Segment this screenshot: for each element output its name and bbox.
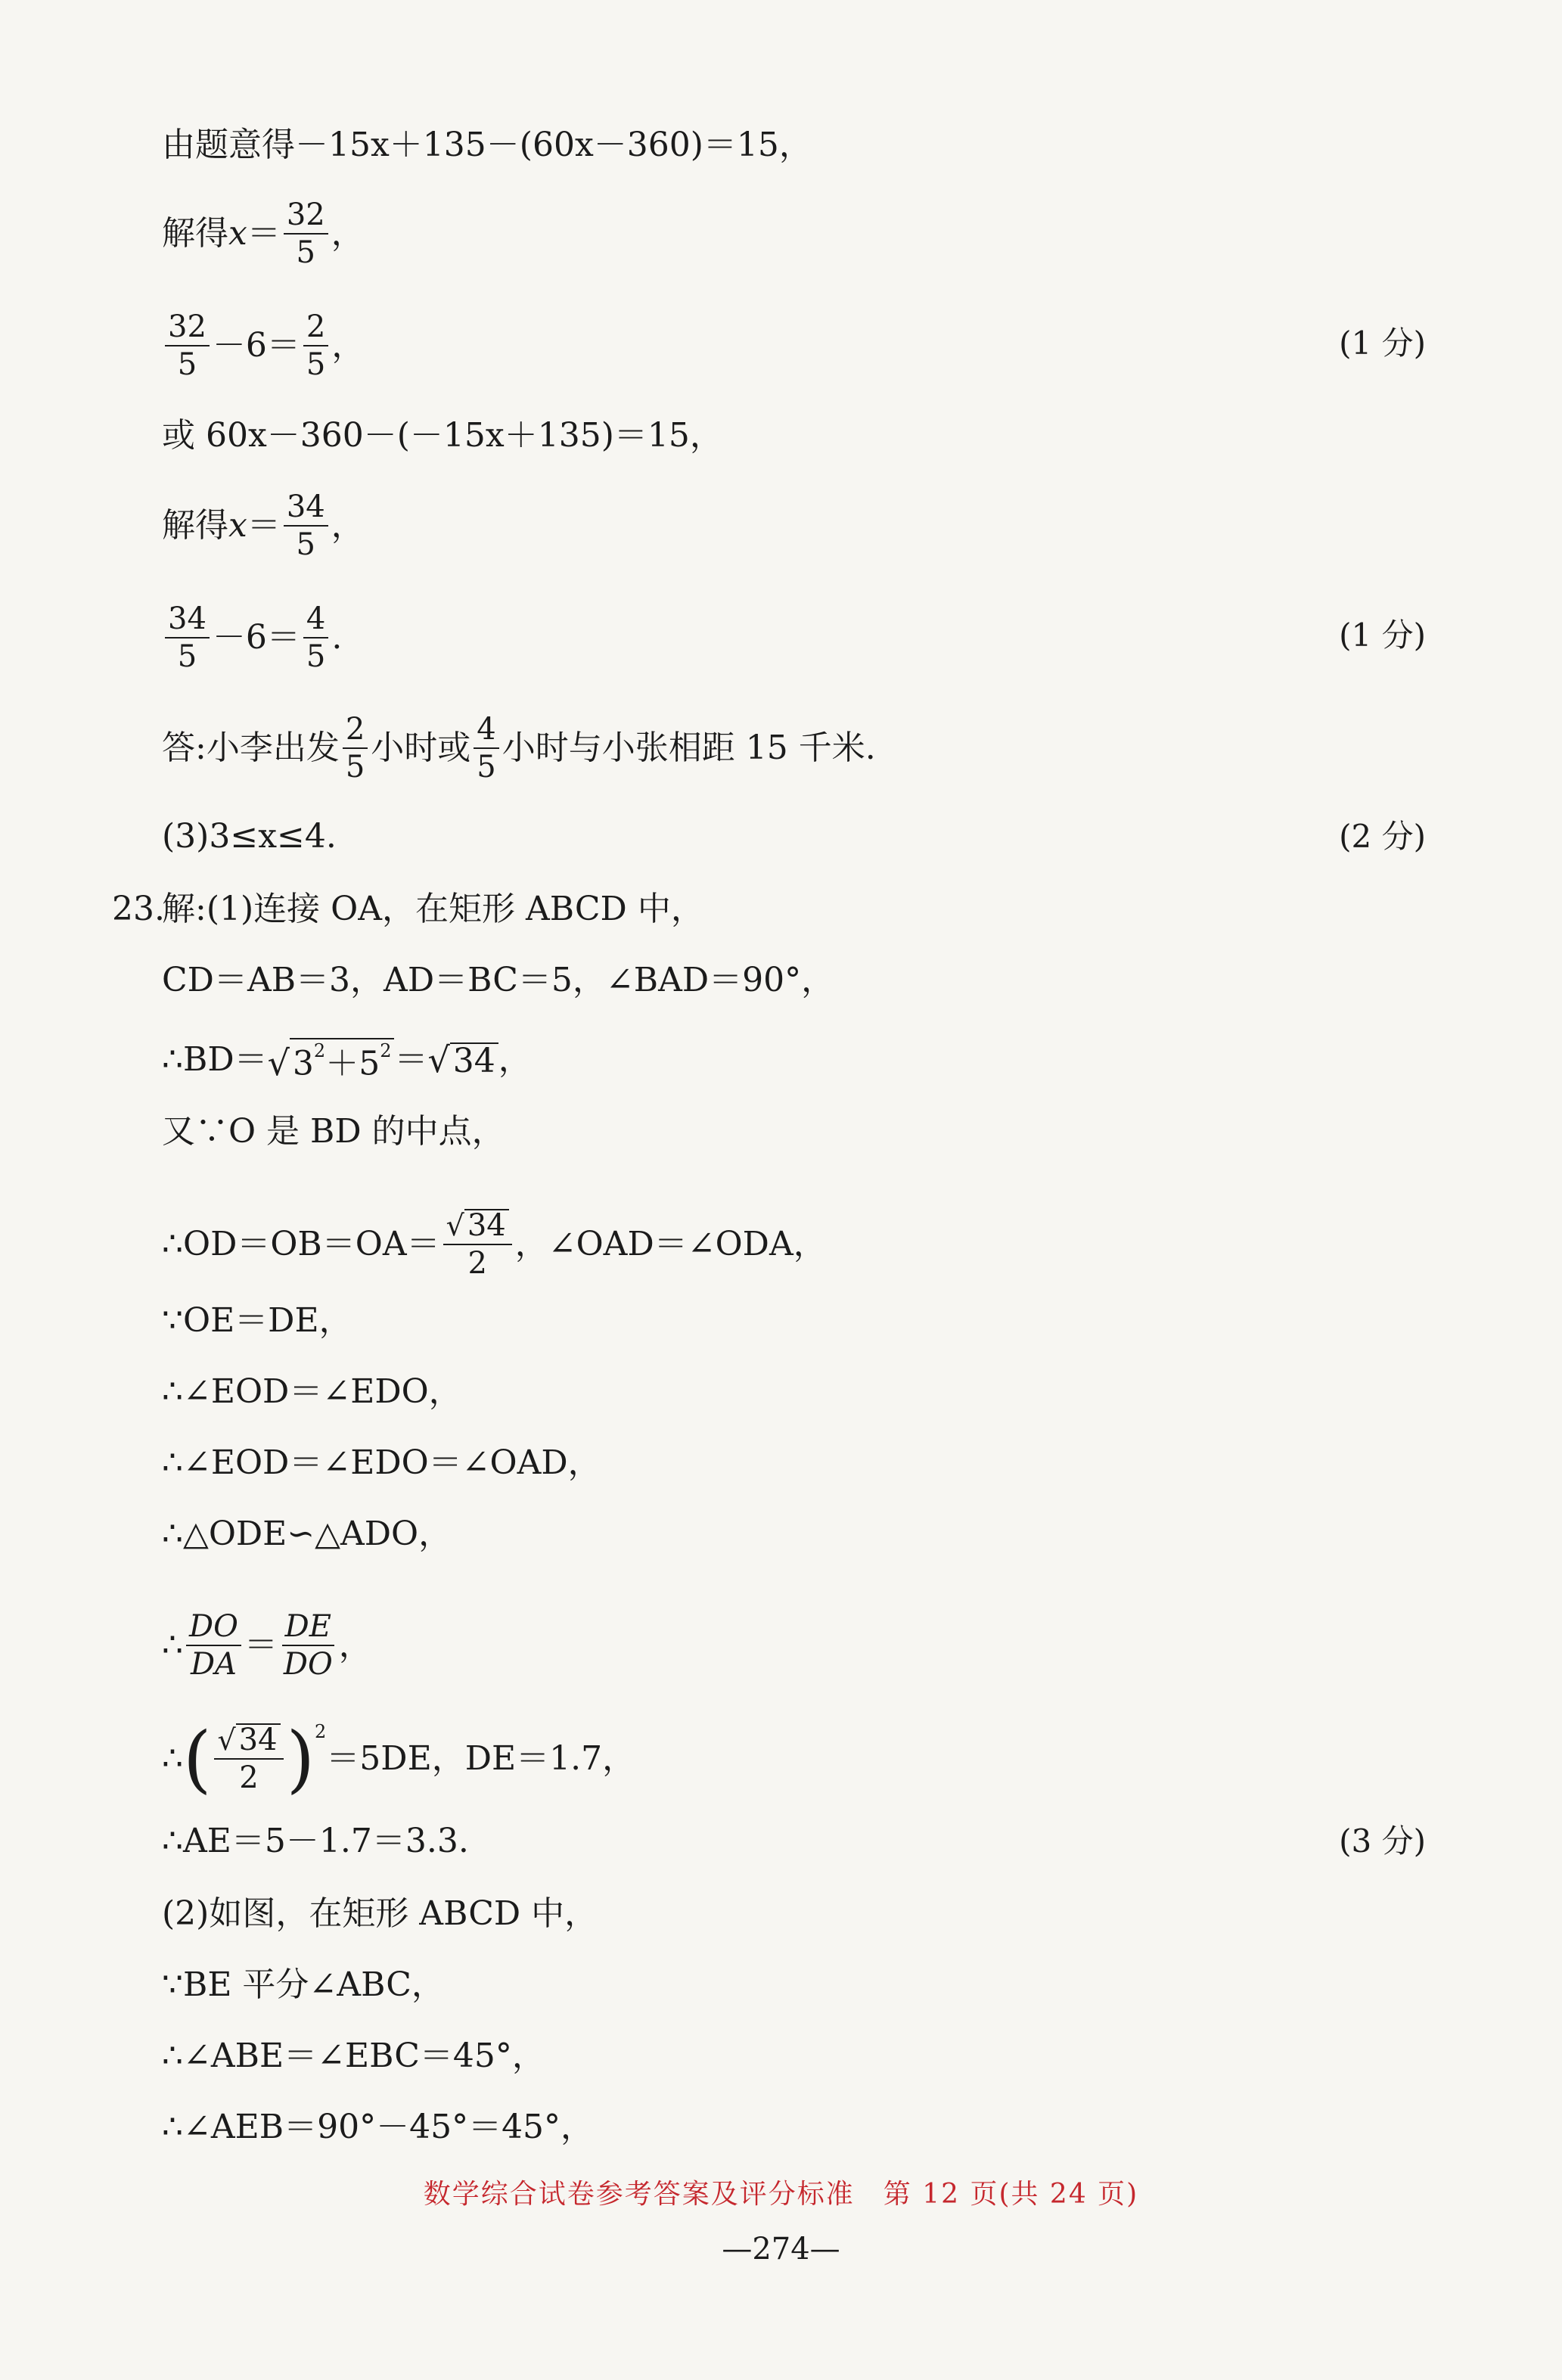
radicand: 34	[236, 1723, 281, 1755]
text: ＝5DE，DE＝1.7，	[326, 1739, 636, 1778]
q23-line-15: ∴∠ABE＝∠EBC＝45°，	[162, 2037, 545, 2075]
q23-line-8: ∴∠EOD＝∠EDO＝∠OAD，	[162, 1443, 601, 1482]
numerator: 32	[165, 309, 210, 346]
radicand: 34	[464, 1209, 509, 1241]
fraction	[343, 711, 368, 785]
numerator: 2	[343, 711, 368, 749]
part3-line: (3)3≤x≤4.	[162, 817, 337, 856]
q23-line-2: CD＝AB＝3，AD＝BC＝5，∠BAD＝90°，	[162, 961, 835, 999]
fraction	[303, 309, 328, 383]
text: －6＝	[212, 326, 300, 365]
equation-line-2: 或 60x－360－(－15x＋135)＝15，	[162, 416, 723, 455]
radical-sign: √	[427, 1039, 450, 1080]
calc-line-2	[162, 601, 342, 675]
fraction	[165, 601, 210, 675]
numerator: 34	[165, 601, 210, 638]
score-mark: (3 分)	[1339, 1822, 1426, 1860]
denominator: 2	[239, 1760, 259, 1795]
q23-line-7: ∴∠EOD＝∠EDO，	[162, 1372, 462, 1411]
fraction	[281, 1608, 336, 1682]
q23-line-12: ∴AE＝5－1.7＝3.3.	[162, 1822, 469, 1860]
score-mark: (1 分)	[1339, 617, 1426, 654]
left-paren: (	[183, 1717, 212, 1801]
exponent: 2	[315, 1721, 327, 1742]
numerator: 4	[303, 601, 328, 638]
radical-sign: √	[446, 1209, 464, 1242]
q23-line-1: 解:(1)连接 OA，在矩形 ABCD 中，	[162, 890, 704, 928]
answer-line	[162, 711, 876, 785]
variable: x	[228, 214, 247, 253]
q23-line-9: ∴△ODE∽△ADO，	[162, 1515, 452, 1553]
q23-line-13: (2)如图，在矩形 ABCD 中，	[162, 1894, 598, 1933]
calc-line-1	[162, 309, 365, 383]
text: 解得	[162, 214, 228, 253]
radicand	[290, 1038, 395, 1082]
denominator: DA	[190, 1647, 237, 1682]
square-root	[427, 1041, 498, 1079]
numerator	[214, 1722, 283, 1760]
q23-line-14: ∵BE 平分∠ABC，	[162, 1965, 445, 2004]
text: ∴	[162, 1739, 183, 1778]
text: ，	[331, 214, 365, 253]
q23-line-3	[162, 1038, 532, 1082]
text: －6＝	[212, 618, 300, 657]
text: ∴OD＝OB＝OA＝	[162, 1225, 440, 1263]
numerator: DO	[186, 1608, 241, 1646]
text: ∴BD＝	[162, 1039, 268, 1079]
right-paren: )	[286, 1717, 315, 1801]
fraction	[474, 711, 498, 785]
text: ，	[498, 1039, 532, 1079]
denominator: 5	[345, 750, 365, 785]
denominator: 5	[296, 235, 315, 270]
text: ，	[331, 326, 365, 365]
score-mark: (2 分)	[1339, 818, 1426, 855]
text: ＝	[394, 1039, 428, 1079]
solution-line-2	[162, 489, 365, 563]
text: ，∠OAD＝∠ODA，	[514, 1225, 827, 1263]
q23-line-4: 又∵O 是 BD 的中点，	[162, 1112, 505, 1151]
text: .	[331, 618, 343, 657]
denominator: DO	[283, 1647, 333, 1682]
text: ，	[331, 506, 365, 545]
q23-line-5	[162, 1207, 827, 1282]
denominator: 5	[177, 639, 197, 674]
square-root	[446, 1209, 509, 1241]
denominator: 5	[477, 750, 496, 785]
text: 答:小李出发	[162, 729, 340, 767]
q23-line-16: ∴∠AEB＝90°－45°＝45°，	[162, 2108, 595, 2146]
fraction	[186, 1608, 241, 1682]
numerator: 2	[303, 309, 328, 346]
denominator: 5	[306, 347, 326, 382]
denominator: 5	[306, 639, 326, 674]
exponent: 2	[380, 1040, 392, 1061]
radical-sign: √	[217, 1723, 236, 1757]
q23-line-11	[162, 1717, 636, 1801]
fraction	[214, 1722, 283, 1796]
fraction	[443, 1207, 512, 1282]
numerator: 4	[474, 711, 498, 749]
text: ＝	[247, 214, 281, 253]
text: ＝	[244, 1626, 278, 1664]
exponent: 2	[313, 1040, 326, 1061]
denominator: 5	[296, 527, 315, 562]
fraction	[303, 601, 328, 675]
denominator: 5	[177, 347, 197, 382]
text: ＝	[247, 506, 281, 545]
q23-line-6: ∵OE＝DE，	[162, 1301, 352, 1340]
text: 小时与小张相距 15 千米.	[502, 729, 876, 767]
radical-sign: √	[267, 1042, 290, 1083]
score-mark: (1 分)	[1339, 325, 1426, 362]
numerator	[443, 1207, 512, 1245]
fraction	[165, 309, 210, 383]
text: ∴	[162, 1626, 183, 1664]
text: ＋5	[325, 1044, 380, 1083]
text: 小时或	[371, 729, 471, 767]
square-root	[217, 1723, 280, 1755]
fraction	[284, 489, 328, 563]
denominator: 2	[467, 1246, 487, 1281]
numerator: 34	[284, 489, 328, 527]
text: 3	[292, 1044, 314, 1083]
variable: x	[228, 506, 247, 545]
page-number: —274—	[722, 2232, 840, 2267]
q23-line-10	[162, 1608, 372, 1682]
square-root	[268, 1038, 395, 1082]
question-number: 23.	[112, 890, 165, 928]
text: 解得	[162, 506, 228, 545]
solution-line-1	[162, 197, 365, 271]
text: ，	[338, 1626, 372, 1664]
radicand: 34	[450, 1042, 498, 1079]
numerator: DE	[282, 1608, 334, 1646]
fraction	[284, 197, 328, 271]
numerator: 32	[284, 197, 328, 235]
equation-line-1: 由题意得－15x＋135－(60x－360)＝15，	[162, 126, 812, 164]
footer-title: 数学综合试卷参考答案及评分标准 第 12 页(共 24 页)	[423, 2179, 1139, 2210]
